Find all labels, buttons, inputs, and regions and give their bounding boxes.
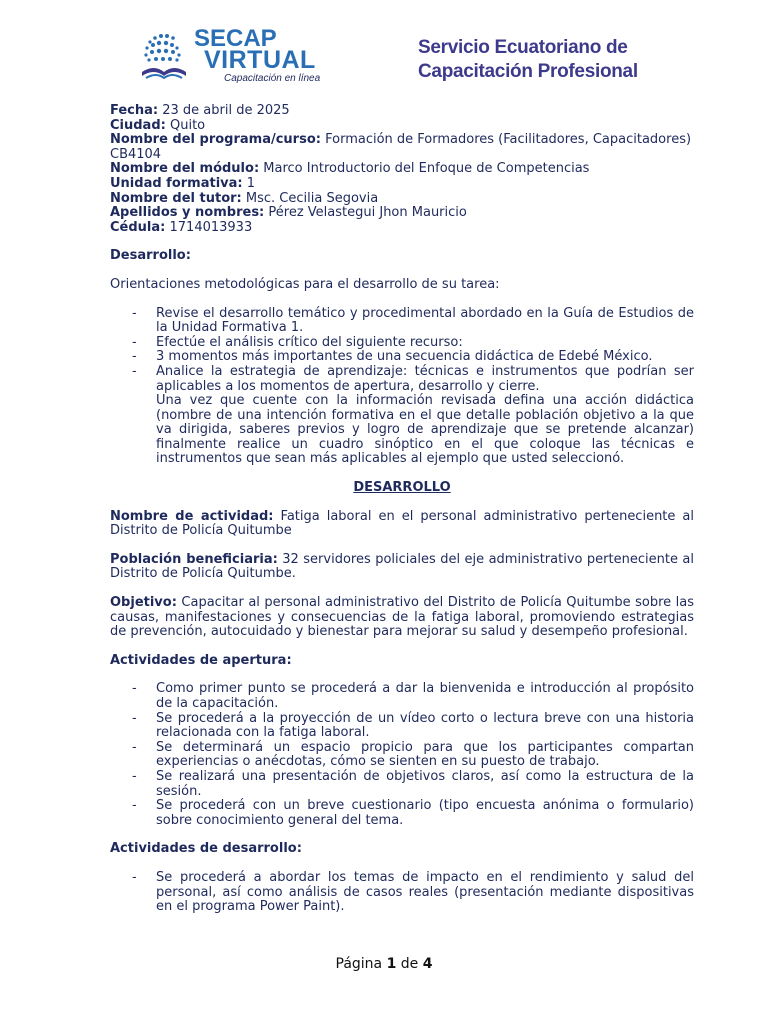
field-fecha	[110, 104, 694, 119]
desarrollo-act-label: Actividades de desarrollo:	[110, 841, 302, 857]
apertura-label: Actividades de apertura:	[110, 652, 292, 668]
list-item-extra-text: Una vez que cuente con la información revisada defina una acción didáctica (nombre de una intención formativa en el que detalle población objetivo a la que va dirigida, saberes previos y logro de aprendizaje que se pretende alcanzar) finalmente realice un cuadro sinóptico en el que coloque las técnicas e instrumentos que sean más aplicables al ejemplo que usted seleccionó.	[156, 393, 694, 467]
desarrollo-heading	[110, 249, 694, 264]
objetivo-paragraph	[110, 596, 694, 640]
actividad-value: Fatiga laboral en el personal administrativo perteneciente al Distrito de Policía Quitumbe	[110, 508, 694, 539]
logo-secap-text: SECAP	[194, 25, 277, 52]
field-value: Quito	[169, 117, 206, 133]
section-title: DESARROLLO	[353, 480, 451, 496]
field-tutor	[110, 192, 694, 207]
field-value: Msc. Cecilia Segovia	[245, 190, 379, 206]
list-item-text: Se procederá con un breve cuestionario (tipo encuesta anónima o formulario) sobre conocimiento general del tema.	[156, 798, 694, 828]
poblacion-label: Población beneficiaria:	[110, 551, 278, 567]
list-item-text: Revise el desarrollo temático y procedimental abordado en la Guía de Estudios de la Unidad Formativa 1.	[156, 305, 694, 336]
list-item-text: Analice la estrategia de aprendizaje: técnicas e instrumentos que podrían ser aplicables a los momentos de apertura, desarrollo y cierre.	[156, 363, 694, 394]
field-label: Nombre del módulo:	[110, 161, 260, 177]
page-header	[0, 0, 768, 100]
page-of-label: de	[400, 956, 419, 972]
list-item: - Se realizará una presentación de objetivos claros, así como la estructura de la sesión.	[132, 768, 694, 799]
apertura-heading	[110, 654, 694, 669]
list-item-text: Se determinará un espacio propicio para que los participantes compartan experiencias o anécdotas, cómo se sienten en su puesto de trabajo.	[156, 739, 694, 770]
orientaciones-intro: Orientaciones metodológicas para el desarrollo de su tarea:	[110, 276, 500, 292]
field-programa	[110, 133, 694, 162]
institution-name-line2: Capacitación Profesional	[418, 61, 638, 82]
list-item: - Se procederá a abordar los temas de impacto en el rendimiento y salud del personal, así como análisis de casos reales (presentación mediante dispositivas en el programa Power Paint).	[132, 869, 694, 915]
list-item-text: Se procederá a la proyección de un vídeo corto o lectura breve con una historia relacionada con la fatiga laboral.	[156, 710, 694, 741]
poblacion-paragraph	[110, 553, 694, 582]
page-footer	[0, 956, 768, 972]
document-body	[110, 104, 694, 915]
field-value: Formación de Formadores (Facilitadores, Capacitadores) CB4104	[110, 132, 692, 162]
field-ciudad	[110, 119, 694, 134]
list-item-text: Se realizará una presentación de objetivos claros, así como la estructura de la sesión.	[156, 768, 694, 799]
list-item: - 3 momentos más importantes de una secuencia didáctica de Edebé México.	[132, 349, 653, 365]
page-label: Página	[335, 956, 383, 972]
list-item-text: Se procederá a abordar los temas de impacto en el rendimiento y salud del personal, así como análisis de casos reales (presentación mediante dispositivas en el programa Power Paint).	[156, 869, 694, 915]
list-item: - Se determinará un espacio propicio para que los participantes compartan experiencias o anécdotas, cómo se sienten en su puesto de trabajo.	[132, 739, 694, 770]
field-value: 23 de abril de 2025	[162, 103, 290, 118]
actividad-paragraph	[110, 510, 694, 539]
field-label: Cédula:	[110, 219, 166, 235]
list-item-text: Efectúe el análisis crítico del siguiente recurso:	[156, 334, 463, 350]
orientaciones-list	[110, 307, 694, 468]
field-value: 1714013933	[169, 219, 253, 235]
field-value: 1	[246, 175, 256, 191]
list-item-text: 3 momentos más importantes de una secuencia didáctica de Edebé México.	[156, 349, 653, 365]
field-modulo	[110, 162, 694, 177]
field-value: Marco Introductorio del Enfoque de Competencias	[263, 161, 590, 177]
current-page-number: 1	[386, 956, 397, 972]
list-item: - Se procederá con un breve cuestionario (tipo encuesta anónima o formulario) sobre conocimiento general del tema.	[132, 798, 694, 828]
field-unidad	[110, 177, 694, 192]
logo-tagline: Capacitación en línea	[224, 73, 321, 84]
list-item-text: Como primer punto se procederá a dar la bienvenida e introducción al propósito de la capacitación.	[156, 681, 694, 711]
field-label: Nombre del programa/curso:	[110, 132, 321, 148]
info-fields	[110, 104, 694, 235]
list-item: - Se procederá a la proyección de un vídeo corto o lectura breve con una historia relacionada con la fatiga laboral.	[132, 710, 694, 741]
field-value: Pérez Velastegui Jhon Mauricio	[268, 205, 467, 221]
field-label: Apellidos y nombres:	[110, 205, 265, 221]
apertura-list	[110, 682, 694, 828]
objetivo-value: Capacitar al personal administrativo del Distrito de Policía Quitumbe sobre las causas, manifestaciones y consecuencias de la fatiga laboral, promoviendo estrategias de prevención, autocuidado y bienestar para mejorar su salud y desempeño profesional.	[110, 595, 694, 640]
list-item: - Como primer punto se procederá a dar la bienvenida e introducción al propósito de la capacitación.	[132, 681, 694, 711]
desarrollo-act-list	[110, 871, 694, 915]
field-label: Nombre del tutor:	[110, 190, 242, 206]
field-cedula	[110, 221, 694, 236]
secap-virtual-logo	[138, 25, 368, 90]
logo-virtual-text: VIRTUAL	[204, 46, 316, 74]
institution-name	[418, 36, 648, 84]
actividad-label: Nombre de actividad:	[110, 508, 274, 524]
objetivo-label: Objetivo:	[110, 595, 177, 611]
field-label: Fecha:	[110, 103, 159, 118]
field-label: Ciudad:	[110, 117, 166, 133]
desarrollo-label: Desarrollo:	[110, 248, 191, 264]
desarrollo-act-heading	[110, 842, 694, 857]
list-item: - Efectúe el análisis crítico del siguiente recurso:	[132, 334, 463, 350]
list-item: - Analice la estrategia de aprendizaje: técnicas e instrumentos que podrían ser aplicables a los momentos de apertura, desarrollo y cierre. Una vez que cuente con la información revisada defina una acción didáctica (nombre de una intención formativa en el que detalle población objetivo a la que va dirigida, saberes previos y logro de aprendizaje que se pretende alcanzar) finalmente realice un cuadro sinóptico en el que coloque las técnicas e instrumentos que sean más aplicables al ejemplo que usted seleccionó.	[132, 363, 694, 467]
total-pages-number: 4	[422, 956, 433, 972]
poblacion-value: 32 servidores policiales del eje administrativo perteneciente al Distrito de Policía Quitumbe.	[110, 551, 694, 582]
institution-name-line1: Servicio Ecuatoriano de	[418, 37, 628, 58]
field-label: Unidad formativa:	[110, 175, 243, 191]
field-nombres	[110, 206, 694, 221]
list-item: - Revise el desarrollo temático y procedimental abordado en la Guía de Estudios de la Unidad Formativa 1.	[132, 305, 694, 336]
